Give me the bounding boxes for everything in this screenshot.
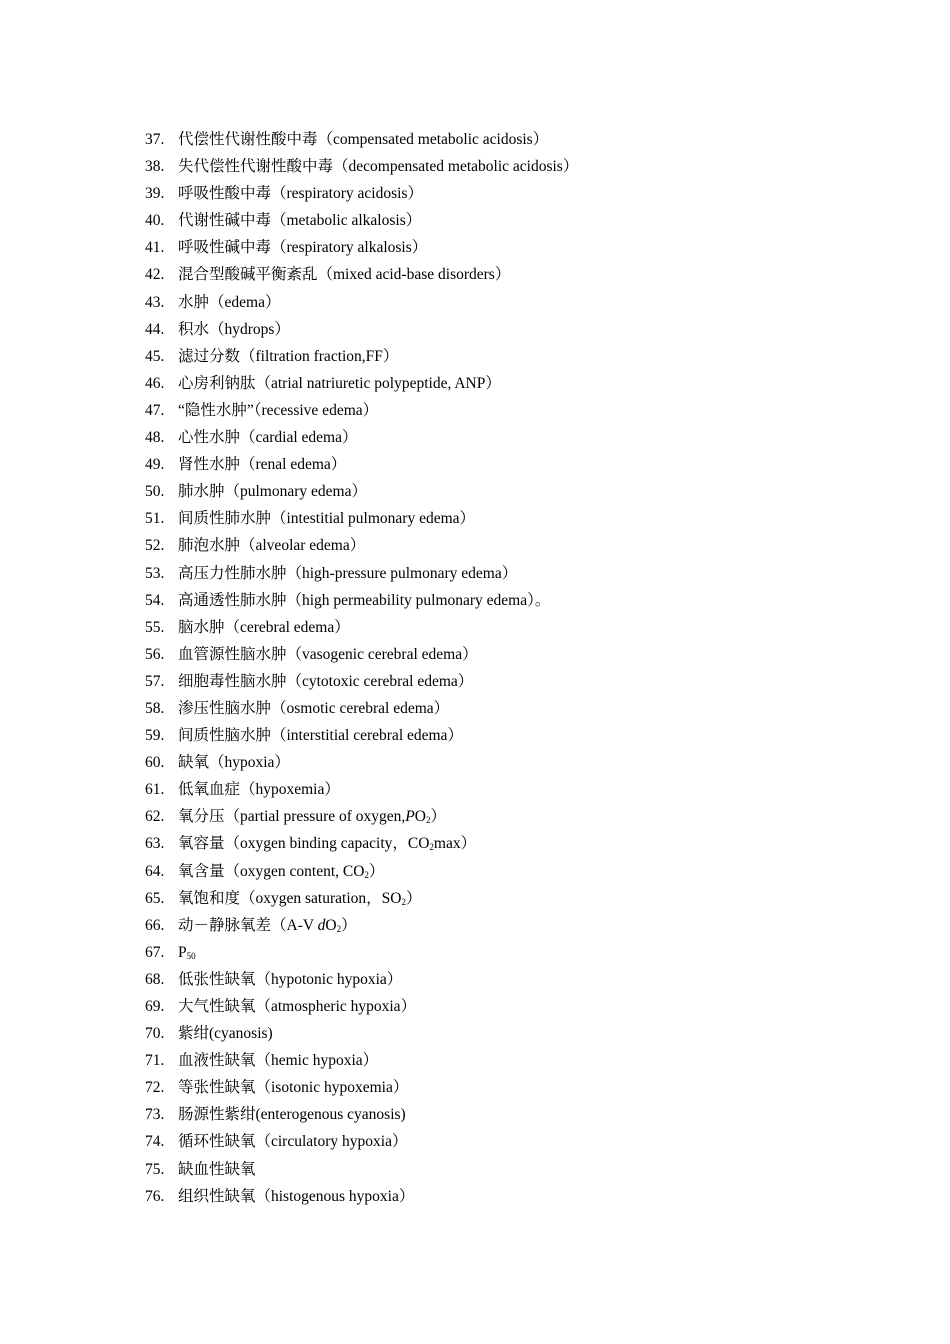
term-list bbox=[145, 126, 578, 1210]
item-number: 40. bbox=[145, 212, 165, 230]
item-term: 低氧血症（hypoxemia） bbox=[178, 781, 340, 799]
list-item bbox=[145, 614, 578, 641]
list-item bbox=[145, 397, 578, 424]
list-item bbox=[145, 370, 578, 397]
list-item bbox=[145, 776, 578, 803]
item-term: 代谢性碱中毒（metabolic alkalosis） bbox=[178, 212, 422, 230]
item-term: 心房利钠肽（atrial natriuretic polypeptide, ANP） bbox=[178, 374, 501, 392]
item-number: 42. bbox=[145, 266, 165, 284]
item-number: 52. bbox=[145, 537, 165, 555]
item-number: 65. bbox=[145, 889, 165, 907]
item-term: 高通透性肺水肿（high permeability pulmonary edema）。 bbox=[178, 591, 551, 609]
term-sub: 2 bbox=[425, 815, 431, 826]
item-number: 46. bbox=[145, 374, 165, 392]
item-number: 54. bbox=[145, 591, 165, 609]
list-item bbox=[145, 1183, 578, 1210]
item-number: 74. bbox=[145, 1133, 165, 1151]
term-pre: 动－静脉氧差（A-V bbox=[178, 916, 318, 934]
item-term: 血液性缺氧（hemic hypoxia） bbox=[178, 1052, 379, 1070]
list-item bbox=[145, 1101, 578, 1128]
item-term: 呼吸性碱中毒（respiratory alkalosis） bbox=[178, 239, 428, 257]
item-term: 积水（hydrops） bbox=[178, 320, 290, 338]
item-term: 缺氧（hypoxia） bbox=[178, 754, 290, 772]
item-term bbox=[178, 890, 421, 907]
item-number: 64. bbox=[145, 862, 165, 880]
list-item bbox=[145, 966, 578, 993]
item-term bbox=[178, 835, 476, 852]
term-sub: 50 bbox=[186, 950, 196, 961]
item-term: 水肿（edema） bbox=[178, 293, 281, 311]
item-number: 61. bbox=[145, 781, 165, 799]
item-term: 组织性缺氧（histogenous hypoxia） bbox=[178, 1187, 415, 1205]
term-post: max） bbox=[433, 835, 477, 853]
item-term: 呼吸性酸中毒（respiratory acidosis） bbox=[178, 185, 423, 203]
item-number: 75. bbox=[145, 1160, 165, 1178]
item-term: 肺泡水肿（alveolar edema） bbox=[178, 537, 366, 555]
list-item bbox=[145, 668, 578, 695]
list-item bbox=[145, 858, 578, 885]
list-item bbox=[145, 451, 578, 478]
list-item bbox=[145, 478, 578, 505]
item-number: 50. bbox=[145, 483, 165, 501]
item-number: 55. bbox=[145, 618, 165, 636]
list-item bbox=[145, 1047, 578, 1074]
term-sub: 2 bbox=[401, 896, 406, 907]
item-term: 代偿性代谢性酸中毒（compensated metabolic acidosis） bbox=[178, 131, 549, 148]
list-item bbox=[145, 1128, 578, 1155]
item-number: 39. bbox=[145, 185, 165, 203]
item-number: 66. bbox=[145, 916, 165, 934]
item-number: 41. bbox=[145, 239, 165, 257]
item-term: 循环性缺氧（circulatory hypoxia） bbox=[178, 1133, 408, 1151]
item-number: 56. bbox=[145, 645, 165, 663]
list-item bbox=[145, 180, 578, 207]
item-number: 43. bbox=[145, 293, 165, 311]
item-number: 71. bbox=[145, 1052, 165, 1070]
list-item bbox=[145, 532, 578, 559]
list-item bbox=[145, 803, 578, 830]
item-number: 68. bbox=[145, 970, 165, 988]
item-number: 59. bbox=[145, 727, 165, 745]
list-item bbox=[145, 289, 578, 316]
item-number: 69. bbox=[145, 998, 165, 1015]
item-number: 44. bbox=[145, 320, 165, 338]
term-pre: 氧饱和度（oxygen saturation，SO bbox=[178, 889, 402, 907]
item-term bbox=[178, 808, 446, 825]
list-item bbox=[145, 207, 578, 234]
item-term: 大气性缺氧（atmospheric hypoxia） bbox=[178, 998, 417, 1015]
list-item bbox=[145, 749, 578, 776]
term-pre: P bbox=[178, 943, 187, 961]
item-term: 高压力性肺水肿（high-pressure pulmonary edema） bbox=[178, 564, 518, 582]
item-number: 73. bbox=[145, 1106, 165, 1124]
item-number: 70. bbox=[145, 1025, 165, 1043]
item-term: 缺血性缺氧 bbox=[178, 1160, 256, 1178]
term-sub: 2 bbox=[364, 869, 369, 880]
item-number: 58. bbox=[145, 699, 165, 717]
item-term: 血管源性脑水肿（vasogenic cerebral edema） bbox=[178, 645, 478, 663]
item-number: 72. bbox=[145, 1079, 165, 1097]
item-number: 76. bbox=[145, 1187, 165, 1205]
item-term bbox=[178, 944, 196, 961]
list-item bbox=[145, 1074, 578, 1101]
term-pre: 氧容量（oxygen binding capacity，CO bbox=[178, 835, 430, 853]
item-term: 间质性肺水肿（intestitial pulmonary edema） bbox=[178, 510, 476, 528]
list-item bbox=[145, 885, 578, 912]
term-post: ） bbox=[341, 916, 357, 934]
list-item bbox=[145, 1020, 578, 1047]
list-item bbox=[145, 912, 578, 939]
list-item bbox=[145, 234, 578, 261]
item-term: 心性水肿（cardial edema） bbox=[178, 429, 358, 447]
term-pre: 氧含量（oxygen content, CO bbox=[178, 862, 365, 880]
item-number: 38. bbox=[145, 158, 165, 176]
item-number: 49. bbox=[145, 456, 165, 474]
list-item bbox=[145, 424, 578, 451]
item-term: 混合型酸碱平衡紊乱（mixed acid-base disorders） bbox=[178, 266, 511, 284]
item-number: 63. bbox=[145, 835, 165, 853]
item-term: 等张性缺氧（isotonic hypoxemia） bbox=[178, 1079, 409, 1097]
list-item bbox=[145, 261, 578, 288]
item-number: 45. bbox=[145, 347, 165, 365]
item-number: 57. bbox=[145, 672, 165, 690]
list-item bbox=[145, 695, 578, 722]
item-number: 37. bbox=[145, 131, 165, 148]
item-term: 渗压性脑水肿（osmotic cerebral edema） bbox=[178, 699, 450, 717]
list-item bbox=[145, 722, 578, 749]
item-term bbox=[178, 917, 357, 934]
list-item bbox=[145, 153, 578, 180]
list-item bbox=[145, 1156, 578, 1183]
item-number: 67. bbox=[145, 943, 165, 961]
list-item bbox=[145, 641, 578, 668]
list-item bbox=[145, 830, 578, 857]
item-number: 62. bbox=[145, 808, 165, 826]
item-term bbox=[178, 863, 384, 880]
term-post: ） bbox=[430, 808, 446, 826]
list-item bbox=[145, 993, 578, 1020]
term-ital: P bbox=[405, 808, 415, 826]
item-number: 48. bbox=[145, 429, 165, 447]
list-item bbox=[145, 126, 578, 153]
list-item bbox=[145, 343, 578, 370]
term-mid: O bbox=[414, 808, 426, 826]
item-term: 间质性脑水肿（interstitial cerebral edema） bbox=[178, 727, 463, 745]
list-item bbox=[145, 316, 578, 343]
term-post: ） bbox=[368, 862, 385, 880]
item-term: 细胞毒性脑水肿（cytotoxic cerebral edema） bbox=[178, 672, 474, 690]
item-number: 47. bbox=[145, 401, 165, 419]
item-number: 53. bbox=[145, 564, 165, 582]
item-term: “隐性水肿”（recessive edema） bbox=[178, 401, 379, 419]
item-term: 滤过分数（filtration fraction,FF） bbox=[178, 347, 399, 365]
list-item bbox=[145, 505, 578, 532]
item-number: 51. bbox=[145, 510, 165, 528]
item-term: 肺水肿（pulmonary edema） bbox=[178, 483, 367, 501]
item-term: 脑水肿（cerebral edema） bbox=[178, 618, 350, 636]
item-term: 肠源性紫绀(enterogenous cyanosis) bbox=[178, 1106, 406, 1124]
item-number: 60. bbox=[145, 754, 165, 772]
term-sub: 2 bbox=[336, 923, 342, 934]
term-post: ） bbox=[405, 889, 422, 907]
term-pre: 氧分压（partial pressure of oxygen, bbox=[178, 808, 406, 826]
list-item bbox=[145, 587, 578, 614]
list-item bbox=[145, 939, 578, 966]
term-mid: O bbox=[325, 916, 337, 934]
list-item bbox=[145, 560, 578, 587]
item-term: 肾性水肿（renal edema） bbox=[178, 456, 347, 474]
item-term: 失代偿性代谢性酸中毒（decompensated metabolic acidosis） bbox=[178, 158, 579, 176]
term-sub: 2 bbox=[429, 842, 434, 853]
item-term: 紫绀(cyanosis) bbox=[178, 1025, 273, 1043]
term-ital: d bbox=[317, 916, 326, 934]
item-term: 低张性缺氧（hypotonic hypoxia） bbox=[178, 970, 403, 988]
